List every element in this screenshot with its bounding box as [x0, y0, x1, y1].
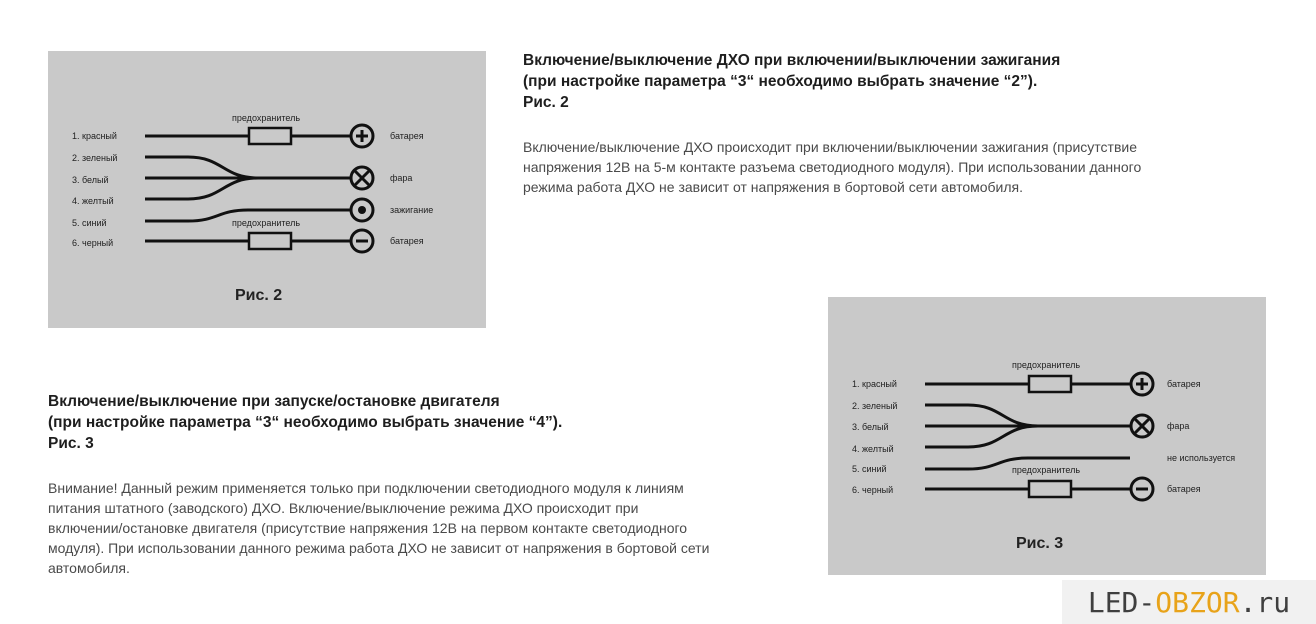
dot-icon: [351, 199, 373, 221]
section-fig3-heading-line-3: Рис. 3: [48, 435, 94, 452]
fig3-wire-label-4: 4. желтый: [852, 444, 894, 454]
fig2-fuse-label-bottom: предохранитель: [232, 218, 301, 228]
site-watermark: [1062, 580, 1316, 624]
fig2-wire-label-3: 3. белый: [72, 175, 109, 185]
fig2-fuse-label-top: предохранитель: [232, 113, 301, 123]
section-fig2-heading-line-3: Рис. 2: [523, 94, 569, 111]
fig3-wire-label-6: 6. черный: [852, 485, 894, 495]
fig2-wire-2: [145, 157, 350, 178]
fig3-fuse-label-bottom: предохранитель: [1012, 465, 1081, 475]
fig3-caption: Рис. 3: [1016, 535, 1064, 552]
figure-2-wiring-diagram: [48, 51, 486, 328]
section-fig3-paragraph-line-5: автомобиля.: [48, 560, 130, 576]
watermark-part-3: .ru: [1239, 585, 1291, 619]
cross-icon: [1131, 415, 1153, 437]
fig3-terminal-label-headlight: фара: [1167, 421, 1190, 431]
section-fig3-heading: [48, 391, 562, 454]
cross-icon: [351, 167, 373, 189]
minus-icon: [351, 230, 373, 252]
fig2-terminal-label-battery-minus: батарея: [390, 236, 424, 246]
fig3-wire-label-2: 2. зеленый: [852, 401, 898, 411]
section-fig2-heading-line-2: (при настройке параметра “3“ необходимо выбрать значение “2”).: [523, 73, 1038, 90]
fig3-fuse-top: [1029, 376, 1071, 392]
section-fig3-paragraph-line-1: Внимание! Данный режим применяется только при подключении светодиодного модуля к линиям: [48, 480, 684, 496]
fig2-diagram: [48, 51, 486, 328]
fig3-wire-label-1: 1. красный: [852, 379, 897, 389]
fig3-terminal-label-battery-minus: батарея: [1167, 484, 1201, 494]
fig2-wire-label-4: 4. желтый: [72, 196, 114, 206]
watermark-part-2: OBZOR: [1155, 585, 1240, 619]
fig2-fuse-top: [249, 128, 291, 144]
fig3-terminal-label-battery-plus: батарея: [1167, 379, 1201, 389]
fig3-wire-label-5: 5. синий: [852, 464, 887, 474]
fig2-wire-label-6: 6. черный: [72, 238, 114, 248]
fig3-terminal-label-not-used: не используется: [1167, 453, 1236, 463]
plus-icon: [1131, 373, 1153, 395]
section-fig2-paragraph: [523, 137, 1141, 197]
fig2-wire-label-5: 5. синий: [72, 218, 107, 228]
section-fig2-paragraph-line-1: Включение/выключение ДХО происходит при включении/выключении зажигания (присутствие: [523, 139, 1138, 155]
plus-icon: [351, 125, 373, 147]
fig2-terminal-label-ignition: зажигание: [390, 205, 434, 215]
section-fig3-paragraph: [48, 478, 709, 578]
fig3-fuse-label-top: предохранитель: [1012, 360, 1081, 370]
fig3-wire-4: [925, 426, 1038, 447]
fig3-wire-label-3: 3. белый: [852, 422, 889, 432]
fig2-fuse-bottom: [249, 233, 291, 249]
section-fig2-heading: [523, 50, 1060, 113]
section-fig2-paragraph-line-2: напряжения 12В на 5-м контакте разъема светодиодного модуля). При использовании данного: [523, 159, 1142, 175]
section-fig3-paragraph-line-2: питания штатного (заводского) ДХО. Включение/выключение режима ДХО происходит при: [48, 500, 639, 516]
fig3-fuse-bottom: [1029, 481, 1071, 497]
figure-3-wiring-diagram: [828, 297, 1266, 575]
minus-icon: [1131, 478, 1153, 500]
section-fig3-paragraph-line-4: модуля). При использовании данного режима работа ДХО не зависит от напряжения в бортовой сети: [48, 540, 710, 556]
fig2-terminal-label-headlight: фара: [390, 173, 413, 183]
fig2-wire-label-2: 2. зеленый: [72, 153, 118, 163]
fig2-wire-4: [145, 178, 258, 199]
section-fig3-heading-line-1: Включение/выключение при запуске/остановке двигателя: [48, 393, 500, 410]
fig2-terminal-label-battery-plus: батарея: [390, 131, 424, 141]
fig3-diagram: [828, 297, 1266, 575]
fig2-caption: Рис. 2: [235, 287, 283, 304]
section-fig3-paragraph-line-3: включении/остановке двигателя (присутствие напряжения 12В на первом контакте светодиодного: [48, 520, 688, 536]
section-fig2-heading-line-1: Включение/выключение ДХО при включении/выключении зажигания: [523, 52, 1061, 69]
fig3-wire-2: [925, 405, 1130, 426]
section-fig3-heading-line-2: (при настройке параметра “3“ необходимо выбрать значение “4”).: [48, 414, 563, 431]
fig2-wire-label-1: 1. красный: [72, 131, 117, 141]
watermark-part-1: LED-: [1087, 585, 1156, 619]
section-fig2-paragraph-line-3: режима работа ДХО не зависит от напряжения в бортовой сети автомобиля.: [523, 179, 1024, 195]
